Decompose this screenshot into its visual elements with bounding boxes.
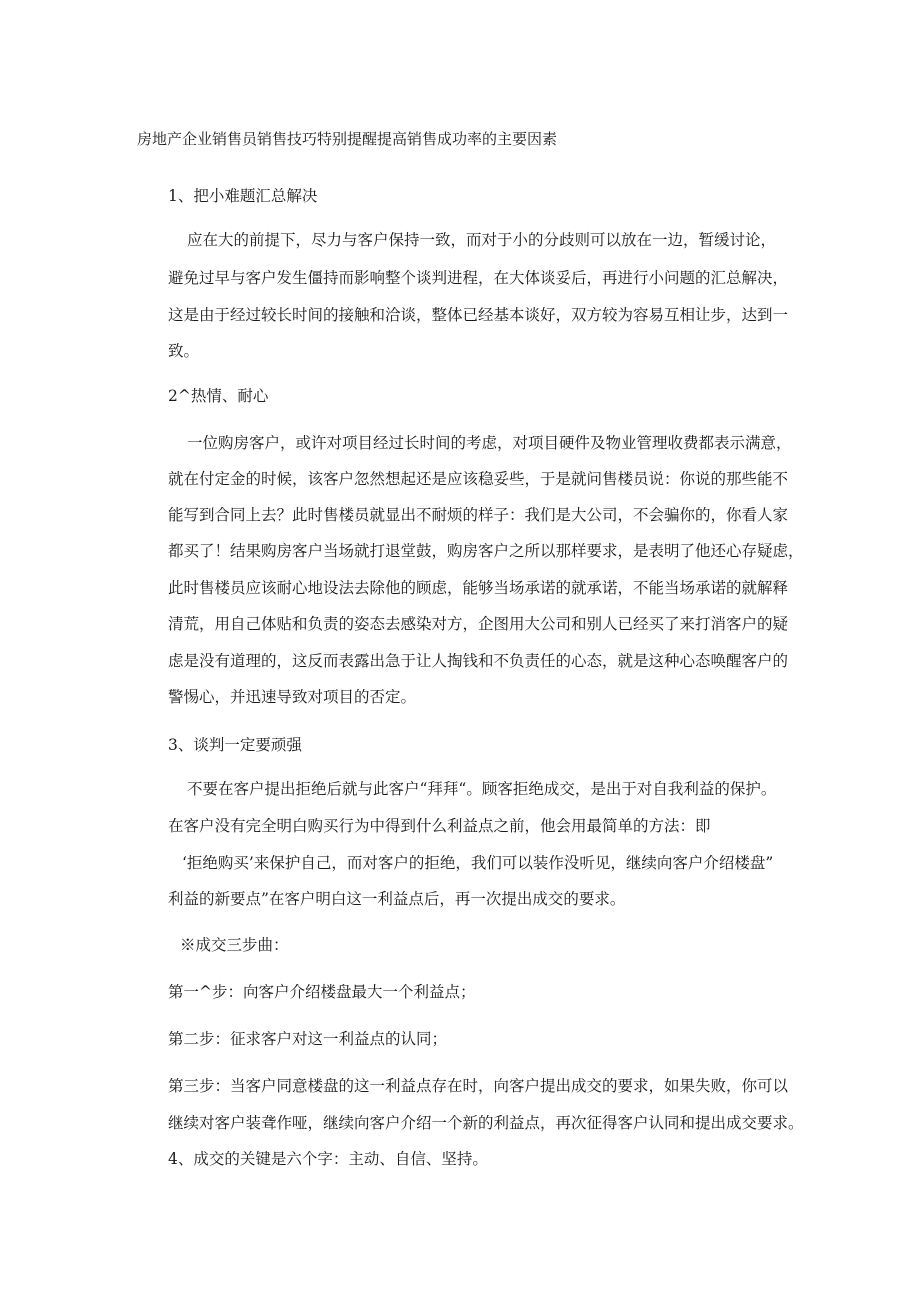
paragraph-line: 能写到合同上去？此时售楼员就显出不耐烦的样子：我们是大公司，不会骗你的，你看人家	[168, 506, 789, 524]
paragraph-line: 都买了！结果购房客户当场就打退堂鼓，购房客户之所以那样要求，是表明了他还心存疑虑，	[168, 542, 804, 560]
paragraph-line: 避免过早与客户发生僵持而影响整个谈判进程，在大体谈妥后，再进行小问题的汇总解决，	[168, 269, 789, 287]
step-item: 第一^步：向客户介绍楼盘最大一个利益点；	[168, 983, 476, 1001]
paragraph-line: 不要在客户提出拒绝后就与此客户“拜拜“。顾客拒绝成交，是出于对自我利益的保护。	[187, 780, 777, 798]
paragraph-line: 此时售楼员应该耐心地设法去除他的顾虑，能够当场承诺的就承诺，不能当场承诺的就解释	[168, 579, 789, 597]
section-3-heading: 3、谈判一定要顽强	[168, 736, 302, 754]
paragraph-line: 虑是没有道理的，这反而表露出急于让人掏钱和不负责任的心态，就是这种心态唤醒客户的	[168, 652, 789, 670]
paragraph-line: ‘拒绝购买’来保护自己，而对客户的拒绝，我们可以装作没听见，继续向客户介绍楼盘”	[182, 854, 774, 872]
step-item: 继续对客户装聋作哑，继续向客户介绍一个新的利益点，再次征得客户认同和提出成交要求。	[168, 1114, 804, 1132]
paragraph-line: 利益的新要点”在客户明白这一利益点后，再一次提出成交的要求。	[168, 890, 626, 908]
paragraph-line: 清荒，用自己体贴和负责的姿态去感染对方，企图用大公司和别人已经买了来打消客户的疑	[168, 615, 789, 633]
paragraph-line: 就在付定金的时候，该客户忽然想起还是应该稳妥些，于是就问售楼员说：你说的那些能不	[168, 470, 789, 488]
paragraph-line: 警惕心，并迅速导致对项目的否定。	[168, 688, 417, 706]
paragraph-line: 致。	[168, 342, 200, 360]
section-1-heading: 1、把小难题汇总解决	[168, 187, 318, 205]
paragraph-line: 在客户没有完全明白购买行为中得到什么利益点之前，他会用最简单的方法：即	[168, 817, 711, 835]
section-2-heading: 2^热情、耐心	[168, 387, 269, 405]
step-item: 第三步：当客户同意楼盘的这一利益点存在时，向客户提出成交的要求，如果失败，你可以	[168, 1077, 789, 1095]
section-4-heading: 4、成交的关键是六个字：主动、自信、坚持。	[168, 1150, 488, 1168]
paragraph-line: 一位购房客户，或许对项目经过长时间的考虑，对项目硬件及物业管理收费都表示满意，	[187, 434, 792, 452]
paragraph-line: 应在大的前提下，尽力与客户保持一致，而对于小的分歧则可以放在一边，暂缓讨论，	[187, 231, 777, 249]
page-title: 房地产企业销售员销售技巧特别提醒提高销售成功率的主要因素	[137, 130, 558, 148]
paragraph-line: 这是由于经过较长时间的接触和洽谈，整体已经基本谈好，双方较为容易互相让步，达到一	[168, 306, 789, 324]
steps-subheading: ※成交三步曲：	[180, 936, 289, 954]
step-item: 第二步：征求客户对这一利益点的认同；	[168, 1030, 448, 1048]
